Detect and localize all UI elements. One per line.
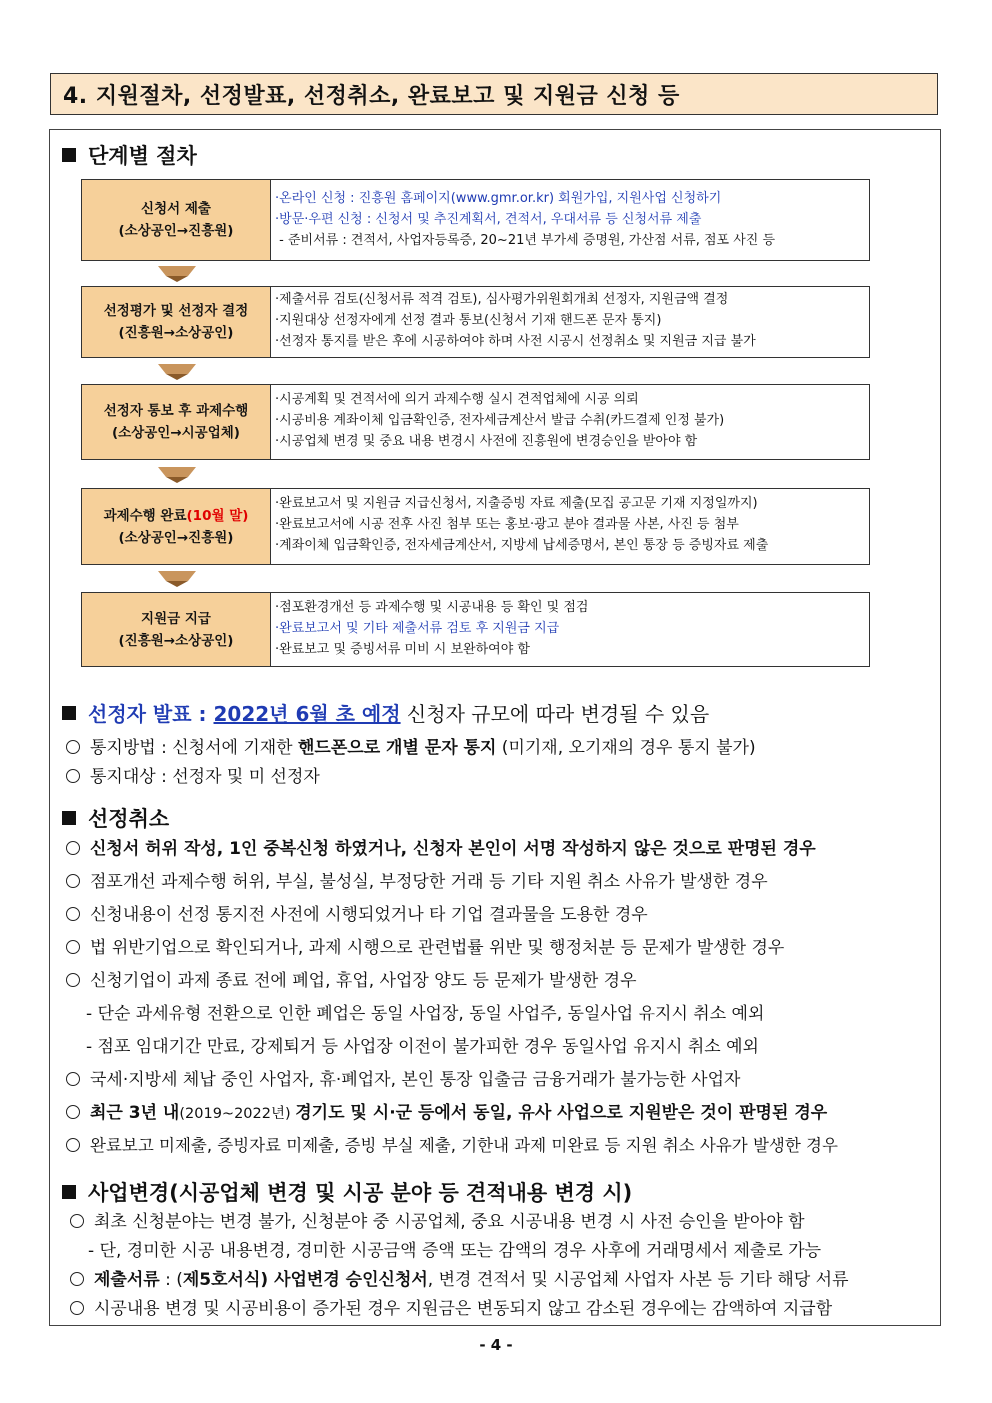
list-item: 법 위반기업으로 확인되거나, 과제 시행으로 관련법률 위반 및 행정처분 등 문제가 발생한 경우: [66, 936, 784, 960]
step-line: ·지원대상 선정자에게 선정 결과 통보(신청서 기재 핸드폰 문자 통지): [275, 313, 662, 328]
step-label: 선정자 통보 후 과제수행: [103, 403, 249, 419]
list-subitem: - 점포 임대기간 만료, 강제퇴거 등 사업장 이전이 불가피한 경우 동일사업 유지시 취소 예외: [86, 1037, 759, 1057]
announcement-heading: 선정자 발표 : 2022년 6월 초 예정 신청자 규모에 따라 변경될 수 있음: [62, 698, 709, 727]
circle-bullet-icon: [70, 1272, 84, 1286]
list-item: 점포개선 과제수행 허위, 부실, 불성실, 부정당한 거래 등 기타 지원 취소 사유가 발생한 경우: [66, 870, 768, 894]
square-bullet-icon: [62, 1185, 76, 1199]
step-direction: (소상공인→진흥원): [118, 223, 234, 239]
circle-bullet-icon: [66, 940, 80, 954]
section-title: 4. 지원절차, 선정발표, 선정취소, 완료보고 및 지원금 신청 등: [50, 73, 938, 115]
circle-bullet-icon: [70, 1214, 84, 1228]
step-application: [81, 179, 870, 261]
step-line: ·온라인 신청 : 진흥원 홈페이지(www.gmr.or.kr) 회원가입, 지원사업 신청하기: [275, 191, 722, 206]
list-subitem: - 단순 과세유형 전환으로 인한 폐업은 동일 사업장, 동일 사업주, 동일사업 유지시 취소 예외: [86, 1004, 765, 1024]
circle-bullet-icon: [66, 740, 80, 754]
step-line: ·시공계획 및 견적서에 의거 과제수행 실시 견적업체에 시공 의뢰: [275, 392, 639, 407]
arrow-down-icon: [158, 266, 196, 282]
list-item: 완료보고 미제출, 증빙자료 미제출, 증빙 부실 제출, 기한내 과제 미완료 등 지원 취소 사유가 발생한 경우: [66, 1134, 838, 1158]
announcement-date: 2022년 6월 초 예정: [213, 702, 401, 726]
step-label: 과제수행 완료(10월 말): [103, 507, 249, 524]
step-line: ·시공업체 변경 및 중요 내용 변경시 사전에 진흥원에 변경승인을 받아야 함: [275, 434, 698, 449]
list-item: 신청서 허위 작성, 1인 중복신청 하였거나, 신청자 본인이 서명 작성하지 않은 것으로 판명된 경우: [66, 837, 816, 861]
step-line: ·방문·우편 신청 : 신청서 및 추진계획서, 견적서, 우대서류 등 신청서류 제출: [275, 212, 702, 227]
step-payment: [81, 592, 870, 667]
arrow-down-icon: [158, 571, 196, 587]
cancellation-heading: 선정취소: [62, 803, 169, 833]
step-line: ·완료보고 및 증빙서류 미비 시 보완하여야 함: [275, 642, 530, 657]
step-line: ·선정자 통지를 받은 후에 시공하여야 하며 사전 시공시 선정취소 및 지원금 지급 불가: [275, 334, 756, 349]
change-heading: 사업변경(시공업체 변경 및 시공 분야 등 견적내용 변경 시): [62, 1177, 632, 1207]
circle-bullet-icon: [70, 1301, 84, 1315]
deadline-badge: (10월 말): [186, 507, 249, 524]
step-execution: [81, 384, 870, 460]
list-item: 최근 3년 내(2019~2022년) 경기도 및 시·군 등에서 동일, 유사 사업으로 지원받은 것이 판명된 경우: [66, 1101, 827, 1126]
list-item: 통지방법 : 신청서에 기재한 핸드폰으로 개별 문자 통지 (미기재, 오기재의 경우 통지 불가): [66, 736, 756, 760]
circle-bullet-icon: [66, 907, 80, 921]
arrow-down-icon: [158, 364, 196, 380]
step-direction: (진흥원→소상공인): [118, 632, 234, 649]
list-subitem: - 단, 경미한 시공 내용변경, 경미한 시공금액 증액 또는 감액의 경우 사후에 거래명세서 제출로 가능: [88, 1241, 822, 1261]
step-line: ·점포환경개선 등 과제수행 및 시공내용 등 확인 및 점검: [275, 600, 589, 615]
procedure-heading: 단계별 절차: [62, 140, 197, 170]
circle-bullet-icon: [66, 874, 80, 888]
square-bullet-icon: [62, 148, 76, 162]
circle-bullet-icon: [66, 769, 80, 783]
circle-bullet-icon: [66, 1072, 80, 1086]
list-item: 통지대상 : 선정자 및 미 선정자: [66, 765, 320, 789]
step-line: ·완료보고서 및 기타 제출서류 검토 후 지원금 지급: [275, 621, 560, 636]
circle-bullet-icon: [66, 1138, 80, 1152]
step-line: ·제출서류 검토(신청서류 적격 검토), 심사평가위원회개최 선정자, 지원금액 결정: [275, 292, 729, 307]
list-item: 국세·지방세 체납 중인 사업자, 휴·폐업자, 본인 통장 입출금 금융거래가 불가능한 사업자: [66, 1068, 740, 1092]
step-line: ·완료보고서에 시공 전후 사진 첨부 또는 홍보·광고 분야 결과물 사본, 사진 등 첨부: [275, 517, 739, 532]
list-item: 제출서류 : (제5호서식) 사업변경 승인신청서, 변경 견적서 및 시공업체 사업자 사본 등 기타 해당 서류: [70, 1268, 849, 1292]
step-completion: [81, 488, 870, 565]
square-bullet-icon: [62, 811, 76, 825]
list-item: 시공내용 변경 및 시공비용이 증가된 경우 지원금은 변동되지 않고 감소된 경우에는 감액하여 지급함: [70, 1297, 832, 1321]
circle-bullet-icon: [66, 973, 80, 987]
step-evaluation: [81, 286, 870, 358]
step-label: 선정평가 및 선정자 결정: [103, 303, 249, 319]
square-bullet-icon: [62, 706, 76, 720]
step-line: ·계좌이체 입금확인증, 전자세금계산서, 지방세 납세증명서, 본인 통장 등 증빙자료 제출: [275, 538, 769, 553]
step-direction: (소상공인→시공업체): [112, 425, 240, 441]
step-line: ·시공비용 계좌이체 입금확인증, 전자세금계산서 발급 수취(카드결제 인정 불가): [275, 413, 725, 428]
arrow-down-icon: [158, 467, 196, 483]
step-label: 신청서 제출: [141, 201, 211, 217]
step-direction: (소상공인→진흥원): [118, 529, 234, 546]
step-direction: (진흥원→소상공인): [118, 325, 234, 341]
list-item: 최초 신청분야는 변경 불가, 신청분야 중 시공업체, 중요 시공내용 변경 시 사전 승인을 받아야 함: [70, 1210, 805, 1234]
page-number: - 4 -: [479, 1336, 513, 1354]
step-label: 지원금 지급: [141, 610, 211, 627]
list-item: 신청내용이 선정 통지전 사전에 시행되었거나 타 기업 결과물을 도용한 경우: [66, 903, 648, 927]
circle-bullet-icon: [66, 841, 80, 855]
list-item: 신청기업이 과제 종료 전에 폐업, 휴업, 사업장 양도 등 문제가 발생한 경우: [66, 969, 637, 993]
circle-bullet-icon: [66, 1105, 80, 1119]
step-line: - 준비서류 : 견적서, 사업자등록증, 20~21년 부가세 증명원, 가산점 서류, 점포 사진 등: [275, 233, 776, 248]
step-line: ·완료보고서 및 지원금 지급신청서, 지출증빙 자료 제출(모집 공고문 기재 지정일까지): [275, 496, 758, 511]
